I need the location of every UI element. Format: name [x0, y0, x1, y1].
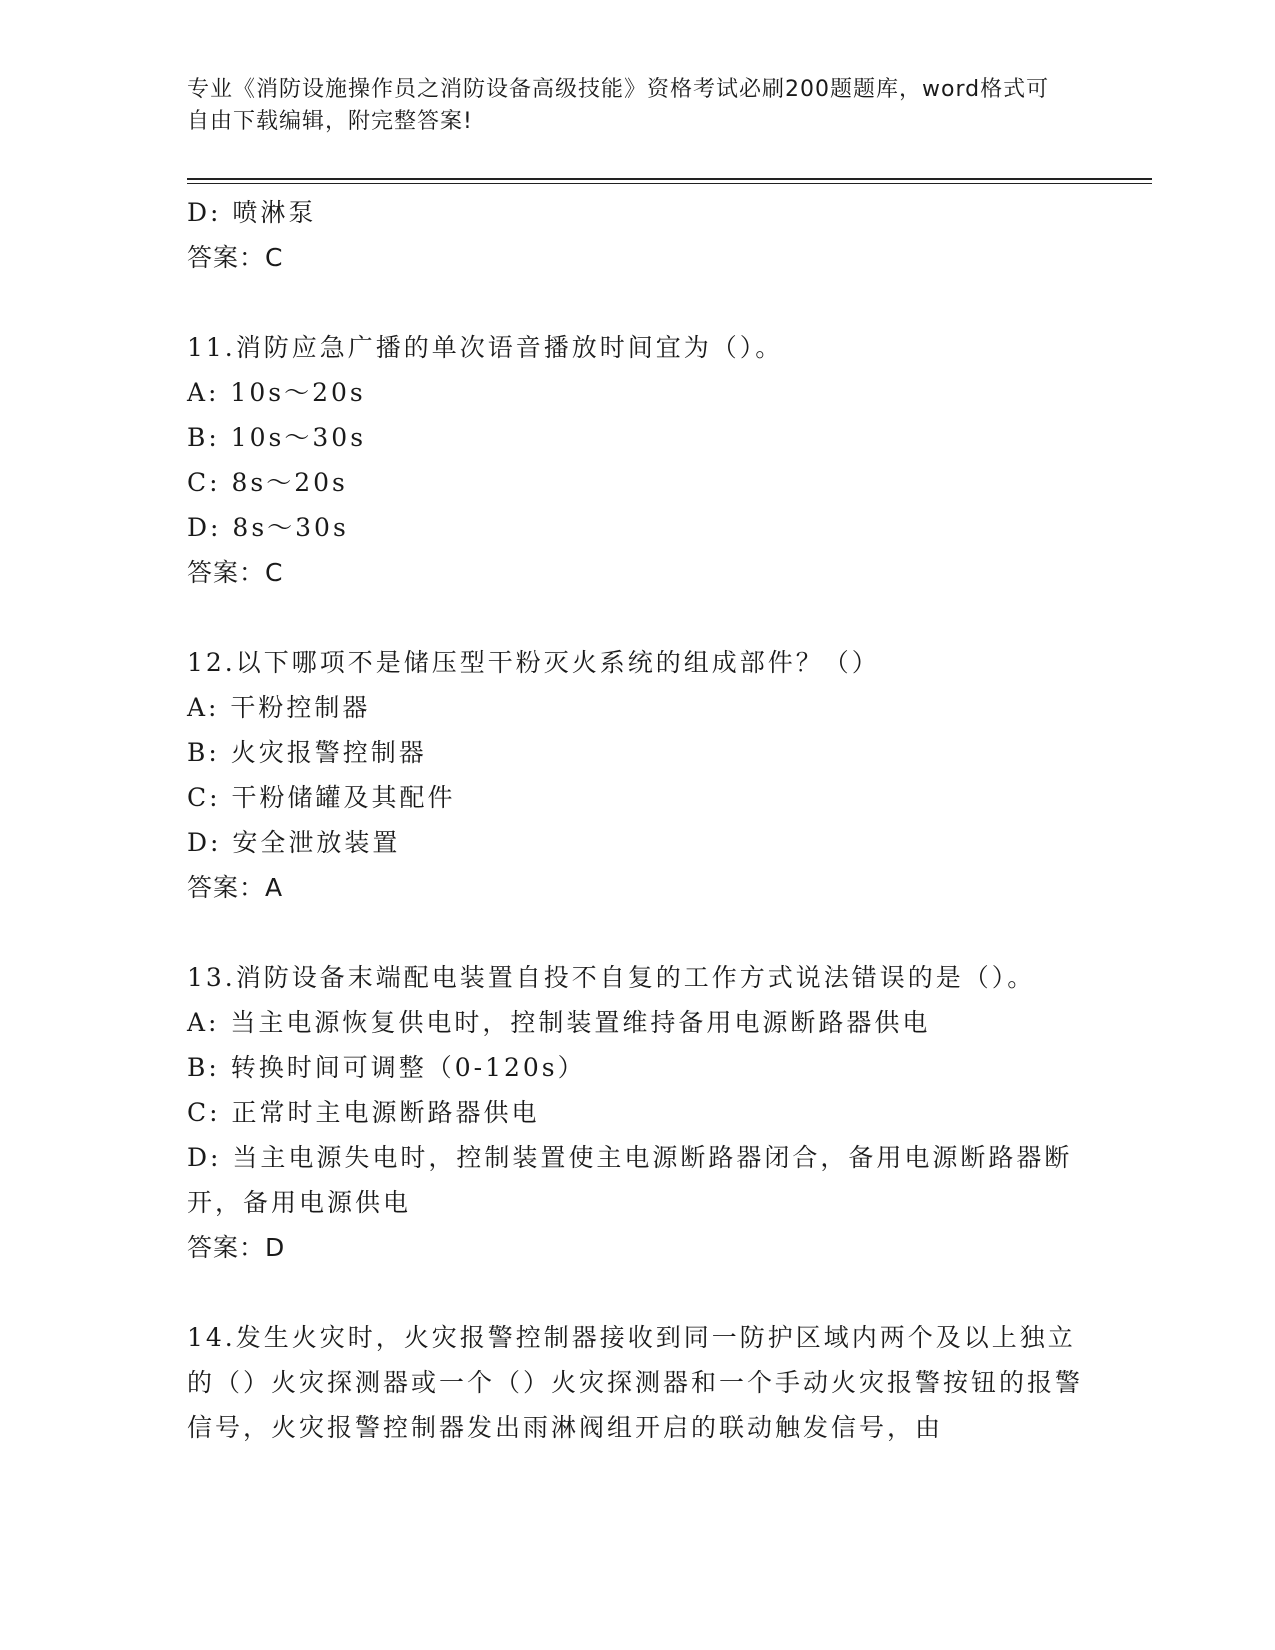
question-13	[187, 955, 1087, 1270]
option-c: C: 干粉储罐及其配件	[187, 783, 456, 812]
question-12	[187, 640, 1087, 910]
answer: 答案：C	[187, 558, 284, 587]
answer: 答案：C	[187, 243, 284, 272]
question-14	[187, 1315, 1087, 1450]
question-11	[187, 325, 1087, 595]
option-b: B: 10s～30s	[187, 423, 367, 452]
option-a: A: 当主电源恢复供电时，控制装置维持备用电源断路器供电	[187, 1008, 931, 1037]
option-b: B: 转换时间可调整（0-120s）	[187, 1053, 586, 1082]
option-a: A: 干粉控制器	[187, 693, 371, 722]
answer: 答案：D	[187, 1233, 286, 1262]
document-body	[187, 190, 1087, 1450]
option-a: A: 10s～20s	[187, 378, 366, 407]
question-stem: 12.以下哪项不是储压型干粉灭火系统的组成部件？（）	[187, 648, 880, 677]
option-d: D: 当主电源失电时，控制装置使主电源断路器闭合，备用电源断路器断开，备用电源供电	[187, 1143, 1073, 1217]
option-d: D: 喷淋泵	[187, 198, 317, 227]
answer: 答案：A	[187, 873, 284, 902]
option-c: C: 正常时主电源断路器供电	[187, 1098, 540, 1127]
option-d: D: 安全泄放装置	[187, 828, 401, 857]
option-c: C: 8s～20s	[187, 468, 348, 497]
option-b: B: 火灾报警控制器	[187, 738, 427, 767]
option-d: D: 8s～30s	[187, 513, 349, 542]
question-stem: 13.消防设备末端配电装置自投不自复的工作方式说法错误的是（）。	[187, 963, 1036, 992]
question-stem: 14.发生火灾时，火灾报警控制器接收到同一防护区域内两个及以上独立的（）火灾探测器或一个（）火灾探测器和一个手动火灾报警按钮的报警信号，火灾报警控制器发出雨淋阀组开启的联动触发信号，由	[187, 1323, 1084, 1442]
document-header: 专业《消防设施操作员之消防设备高级技能》资格考试必刷200题题库，word格式可自由下载编辑，附完整答案!	[187, 77, 1050, 134]
question-stem: 11.消防应急广播的单次语音播放时间宜为（）。	[187, 333, 784, 362]
header-divider-thin	[187, 183, 1152, 184]
header-divider	[187, 178, 1152, 180]
